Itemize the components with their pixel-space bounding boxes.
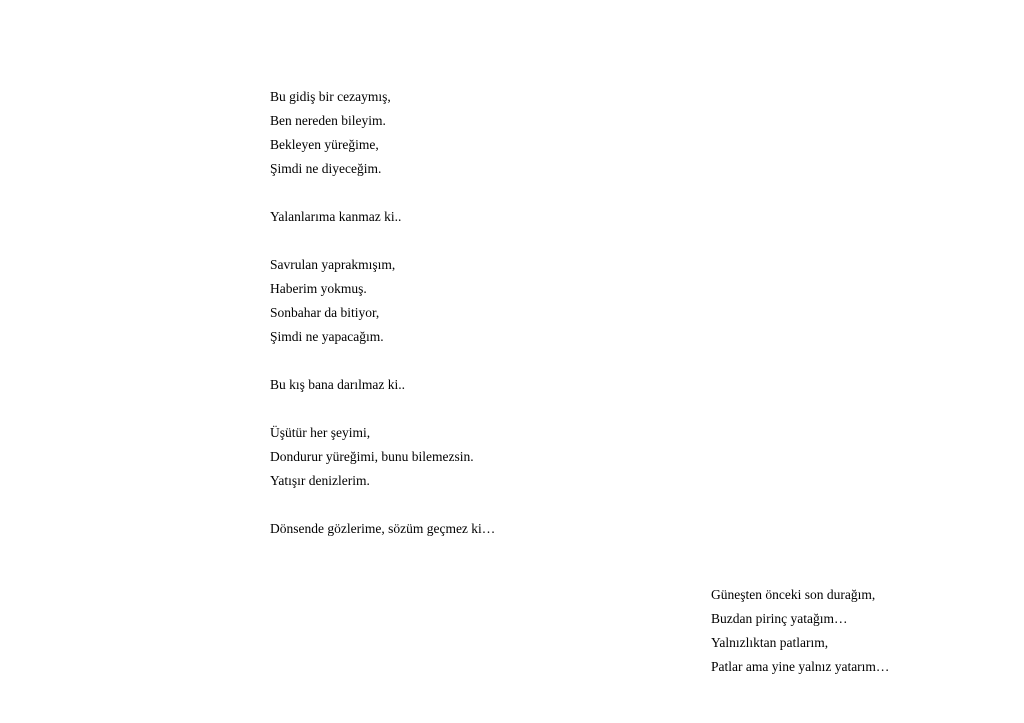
poem-line: Bekleyen yüreğime, bbox=[270, 137, 379, 152]
stanza-5 bbox=[270, 421, 690, 493]
stanza-3 bbox=[270, 253, 690, 349]
poem-line: Dondurur yüreğimi, bunu bilemezsin. bbox=[270, 449, 474, 464]
poem-line: Ben nereden bileyim. bbox=[270, 113, 386, 128]
poem-line: Üşütür her şeyimi, bbox=[270, 425, 371, 440]
stanza-2 bbox=[270, 205, 690, 229]
stanza-4 bbox=[270, 373, 690, 397]
coda-line: Yalnızlıktan patlarım, bbox=[711, 635, 829, 650]
stanza-6 bbox=[270, 517, 690, 541]
poem-line: Şimdi ne diyeceğim. bbox=[270, 161, 382, 176]
poem-line: Bu kış bana darılmaz ki.. bbox=[270, 377, 405, 392]
main-poem bbox=[270, 85, 690, 565]
coda-stanza bbox=[711, 583, 1011, 679]
poem-line: Sonbahar da bitiyor, bbox=[270, 305, 380, 320]
poem-line: Dönsende gözlerime, sözüm geçmez ki… bbox=[270, 521, 496, 536]
coda-line: Buzdan pirinç yatağım… bbox=[711, 611, 848, 626]
poem-line: Şimdi ne yapacağım. bbox=[270, 329, 384, 344]
stanza-1 bbox=[270, 85, 690, 181]
poem-line: Yalanlarıma kanmaz ki.. bbox=[270, 209, 402, 224]
poem-line: Bu gidiş bir cezaymış, bbox=[270, 89, 391, 104]
poem-line: Savrulan yaprakmışım, bbox=[270, 257, 396, 272]
coda-line: Güneşten önceki son durağım, bbox=[711, 587, 876, 602]
coda-line: Patlar ama yine yalnız yatarım… bbox=[711, 659, 890, 674]
poem-line: Yatışır denizlerim. bbox=[270, 473, 370, 488]
poem-line: Haberim yokmuş. bbox=[270, 281, 367, 296]
